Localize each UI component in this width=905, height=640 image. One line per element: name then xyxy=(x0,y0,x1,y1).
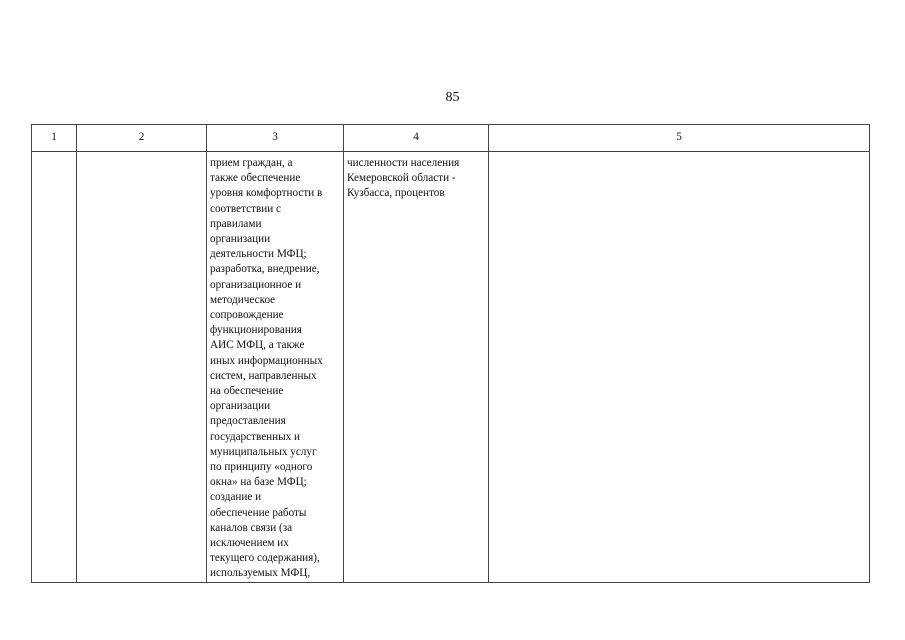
cell-text-col2 xyxy=(77,152,206,156)
table-cell-col2 xyxy=(77,152,207,583)
header-cell-1: 1 xyxy=(32,125,77,152)
header-cell-5: 5 xyxy=(489,125,870,152)
cell-text-col3: прием граждан, а также обеспечение уровня комфортности в соответствии с правилами организации деятельности МФЦ; разработка, внедрение, организационное и методическое сопровождение функционирования АИС МФЦ, а также иных информационных систем, направленных на обеспечение организации предоставления государственных и муниципальных услуг по принципу «одного окна» на базе МФЦ; создание и обеспечение работы каналов связи (за исключением их текущего содержания), используемых МФЦ, xyxy=(210,157,323,580)
table-row xyxy=(32,152,870,583)
cell-text-col4: численности населения Кемеровской области - Кузбасса, процентов xyxy=(347,157,460,200)
table-header-row xyxy=(32,125,870,152)
table-cell-col5 xyxy=(489,152,870,583)
header-cell-4: 4 xyxy=(344,125,489,152)
table-cell-col1 xyxy=(32,152,77,583)
header-cell-2: 2 xyxy=(77,125,207,152)
cell-text-col5 xyxy=(489,152,869,156)
page-number: 85 xyxy=(445,90,460,105)
document-table xyxy=(31,124,870,583)
table-cell-col3 xyxy=(207,152,344,583)
table-cell-col4 xyxy=(344,152,489,583)
cell-text-col1 xyxy=(32,152,76,156)
header-cell-3: 3 xyxy=(207,125,344,152)
